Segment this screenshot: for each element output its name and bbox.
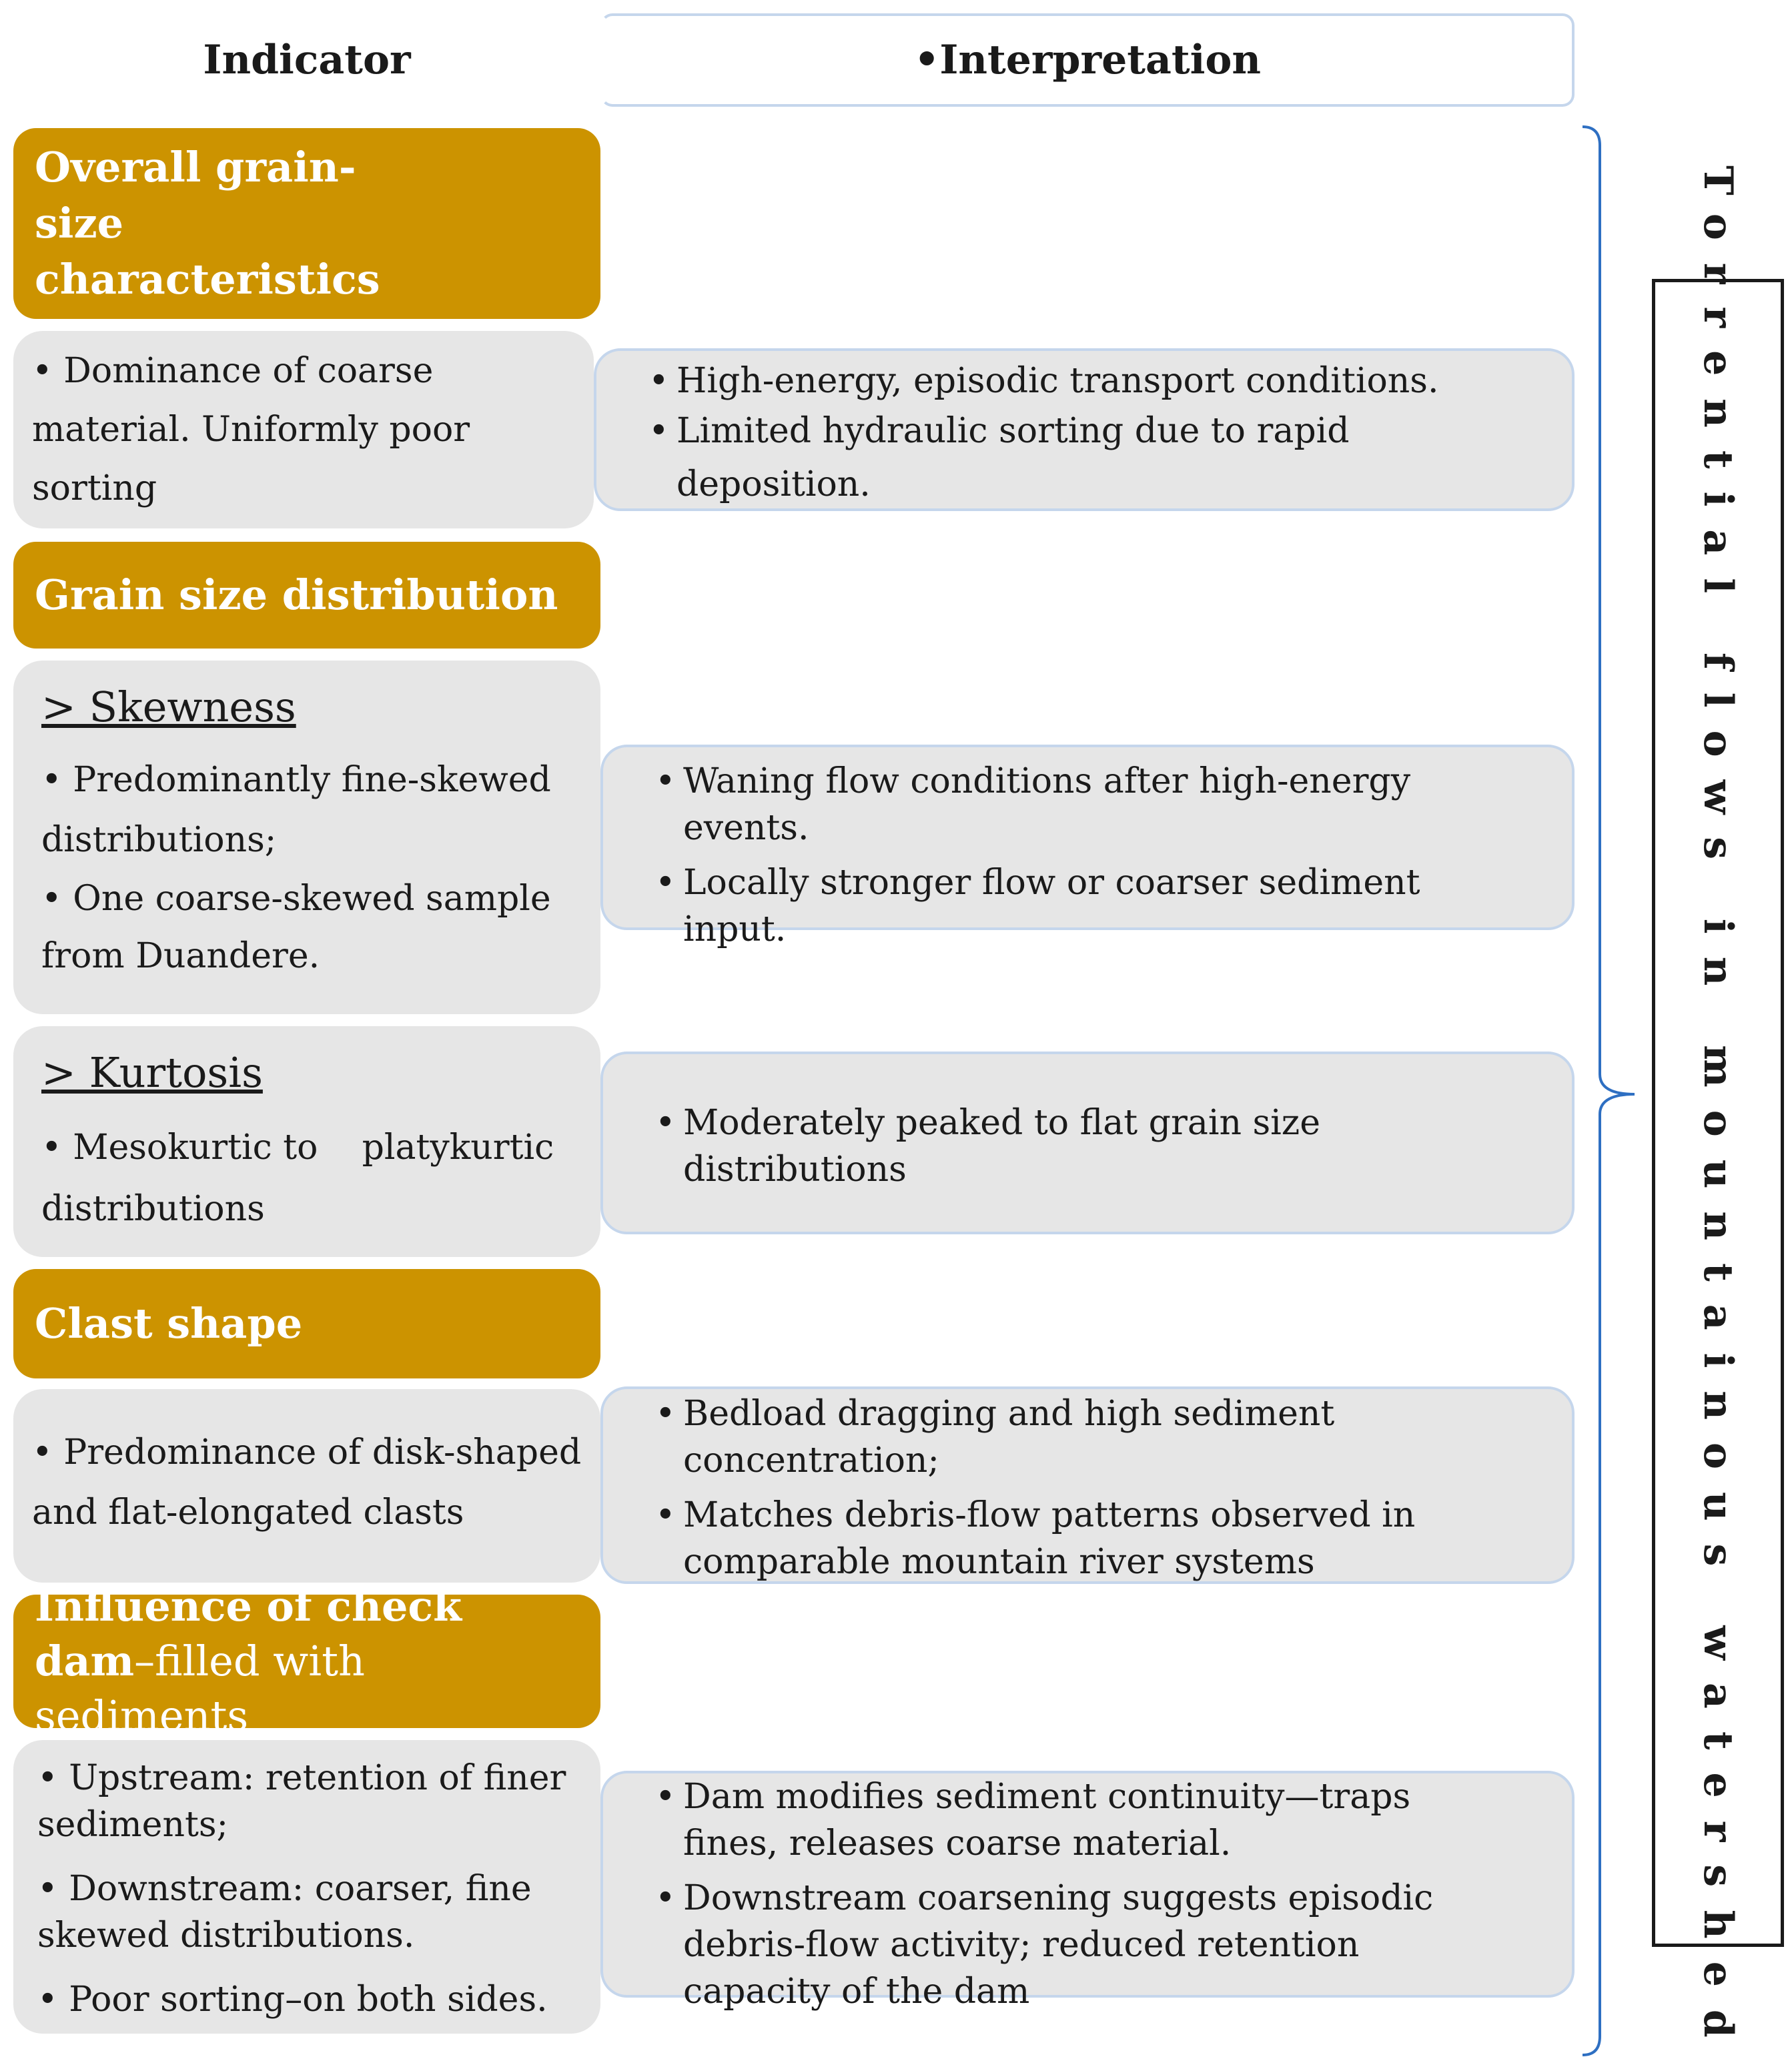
interpretation-box-kurtosis	[600, 1052, 1575, 1234]
category-label-rest: –filled with sediments	[35, 1637, 365, 1740]
category-label: Overall grain-size characteristics	[35, 143, 380, 304]
indicator-header: Indicator	[203, 37, 411, 83]
indicator-text: • Predominance of disk-shaped and flat-elongated clasts	[32, 1432, 582, 1533]
indicator-bullet: • Predominantly fine-skewed distributions;	[41, 760, 551, 860]
skewness-title: > Skewness	[41, 683, 296, 731]
indicator-bullet: • Mesokurtic to platykurtic distributions	[41, 1128, 565, 1229]
indicator-bullet: • Downstream: coarser, fine skewed distributions.	[37, 1869, 532, 1956]
indicator-box-skewness	[13, 661, 600, 1014]
interpretation-box-clast-shape	[600, 1386, 1575, 1584]
indicator-box-clast-shape	[13, 1389, 600, 1583]
interpretation-bullet: • Matches debris-flow patterns observed in comparable mountain river systems	[683, 1492, 1450, 1585]
side-label-text: Torrential flows in mountainous watershed	[1695, 165, 1741, 2060]
interpretation-bullet: • Bedload dragging and high sediment concentration;	[683, 1390, 1384, 1484]
category-overall-grain-size	[13, 128, 600, 319]
category-clast-shape	[13, 1269, 600, 1378]
interpretation-bullet: • Limited hydraulic sorting due to rapid deposition.	[677, 404, 1370, 511]
interpretation-box-skewness	[600, 745, 1575, 949]
category-grain-size-distribution	[13, 542, 600, 649]
interpretation-box-check-dam	[600, 1771, 1575, 2012]
indicator-box-overall	[13, 331, 594, 528]
indicator-box-check-dam	[13, 1740, 600, 2034]
interpretation-box-overall	[594, 348, 1575, 511]
indicator-bullet: • Poor sorting–on both sides.	[37, 1980, 548, 2020]
interpretation-bullet: • Waning flow conditions after high-energy events.	[683, 758, 1437, 851]
interpretation-header: •Interpretation	[600, 13, 1575, 107]
category-label: Grain size distribution	[35, 570, 558, 619]
interpretation-bullet: • High-energy, episodic transport conditions.	[677, 358, 1558, 404]
category-label-bold: Influence of check dam	[35, 1582, 462, 1685]
category-check-dam	[13, 1582, 600, 1740]
interpretation-bullet: • Dam modifies sediment continuity—traps fines, releases coarse material.	[683, 1773, 1424, 1867]
kurtosis-title: > Kurtosis	[41, 1048, 263, 1097]
indicator-bullet: • Upstream: retention of finer sediments;	[37, 1758, 566, 1845]
indicator-bullet: • One coarse-skewed sample from Duandere.	[41, 879, 551, 976]
indicator-text: • Dominance of coarse material. Uniformly poor sorting	[32, 351, 470, 508]
side-label-box	[1652, 165, 1784, 2060]
curly-brace	[1581, 120, 1648, 2062]
category-label	[35, 1579, 568, 1743]
category-label: Clast shape	[35, 1299, 303, 1348]
interpretation-bullet: • Downstream coarsening suggests episodic debris-flow activity; reduced retention capacity of the dam	[683, 1875, 1444, 2015]
interpretation-bullet: • Moderately peaked to flat grain size distributions	[683, 1100, 1357, 1193]
interpretation-bullet: • Locally stronger flow or coarser sediment input.	[683, 859, 1450, 953]
indicator-box-kurtosis	[13, 1026, 600, 1257]
